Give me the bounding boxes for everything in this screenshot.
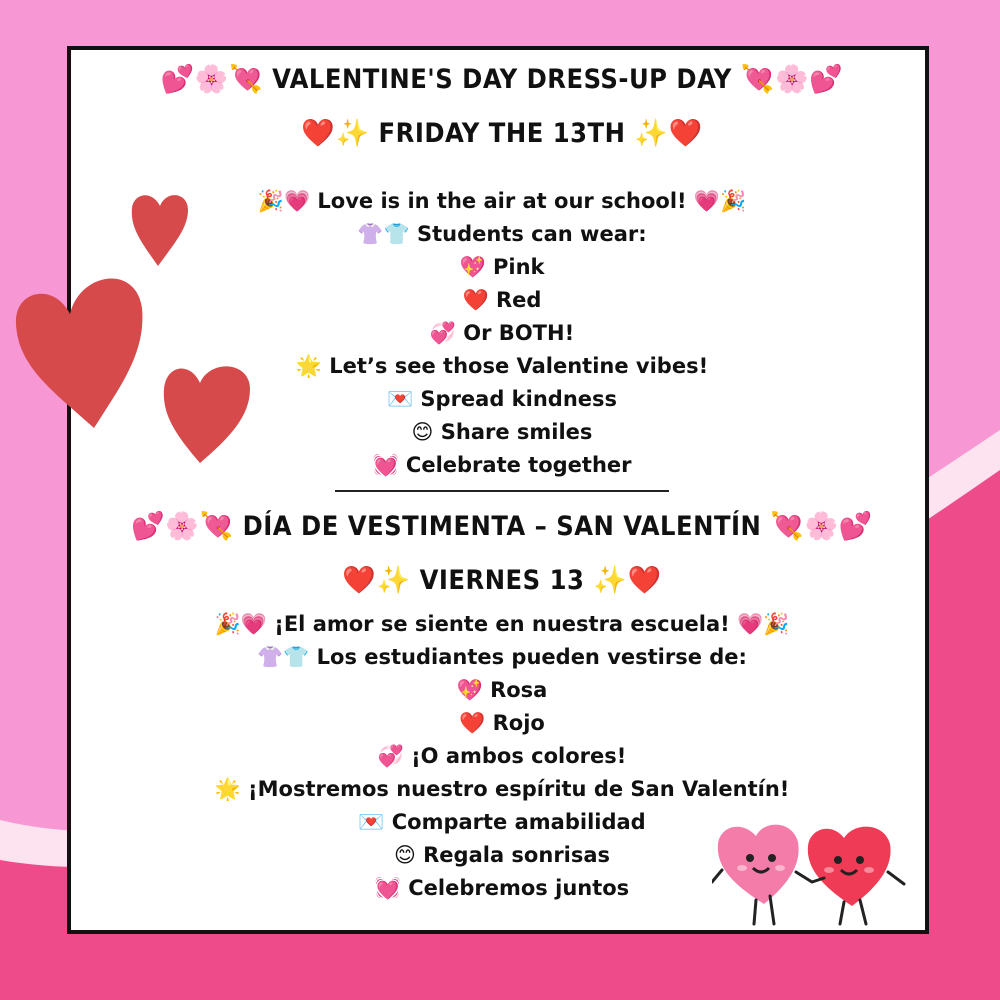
flyer-card (67, 46, 929, 934)
heart-icon (14, 262, 146, 432)
english-line: 💞 Or BOTH! (429, 321, 575, 345)
spanish-line: 💓 Celebremos juntos (374, 876, 630, 900)
english-line: 💌 Spread kindness (386, 387, 618, 411)
spanish-line: 💌 Comparte amabilidad (358, 810, 646, 834)
section-divider (335, 490, 669, 492)
spanish-line: ❤️ Rojo (459, 711, 545, 735)
spanish-line: 🌟 ¡Mostremos nuestro espíritu de San Valentín! (214, 777, 790, 801)
english-title: 💕🌸💘 VALENTINE'S DAY DRESS-UP DAY 💘🌸💕 (160, 64, 844, 95)
english-line: ❤️ Red (462, 288, 542, 312)
spanish-title: 💕🌸💘 DÍA DE VESTIMENTA – SAN VALENTÍN 💘🌸💕 (131, 511, 873, 542)
english-line: 💓 Celebrate together (372, 453, 632, 477)
heart-buddies-illustration (712, 820, 922, 930)
english-line: 😊 Share smiles (411, 420, 593, 444)
spanish-line: 🎉💗 ¡El amor se siente en nuestra escuela! 💗🎉 (214, 612, 790, 636)
heart-icon (128, 188, 192, 268)
spanish-line: 👚👕 Los estudiantes pueden vestirse de: (257, 645, 747, 669)
english-line: 💖 Pink (459, 255, 545, 279)
spanish-line: 😊 Regala sonrisas (393, 843, 611, 867)
heart-icon (160, 355, 254, 467)
flyer-content (71, 50, 933, 905)
english-subtitle: ❤️✨ FRIDAY THE 13TH ✨❤️ (301, 118, 703, 149)
english-line: 🌟 Let’s see those Valentine vibes! (295, 354, 709, 378)
spanish-subtitle: ❤️✨ VIERNES 13 ✨❤️ (342, 565, 662, 596)
spanish-line: 💞 ¡O ambos colores! (377, 744, 627, 768)
english-line: 👚👕 Students can wear: (357, 222, 647, 246)
english-line: 🎉💗 Love is in the air at our school! 💗🎉 (257, 189, 747, 213)
spanish-line: 💖 Rosa (456, 678, 548, 702)
